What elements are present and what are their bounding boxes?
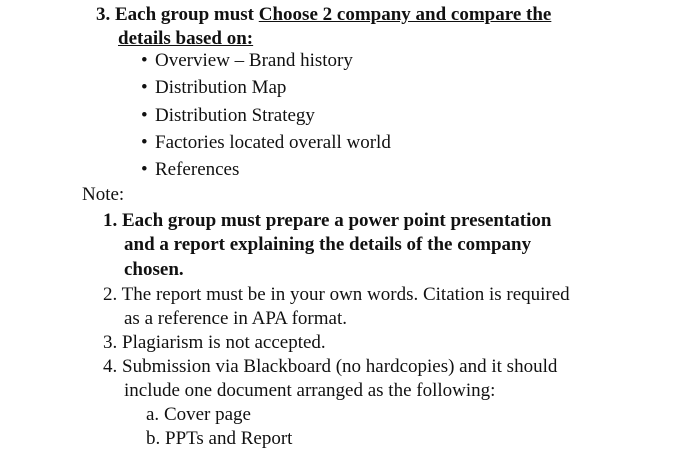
item3-number: 3. [96,4,111,25]
sub-item-text: Cover page [163,404,251,425]
bullet-glyph: • [141,132,148,153]
note-item-text: The report must be in your own words. Citation is required [121,284,570,305]
note-item-number: 3. [103,332,118,353]
bullet-text: References [155,159,240,180]
bullet-text: Factories located overall world [155,132,391,153]
item3-line2: details based on: [118,28,254,49]
item3-line1 [96,3,551,27]
note-item-text: Plagiarism is not accepted. [122,332,326,353]
bullet-text: Distribution Strategy [155,105,315,126]
bullet-item [141,76,286,100]
bullet-item [141,131,391,155]
bullet-text: Distribution Map [155,77,287,98]
bullet-item [141,158,239,182]
item3-underlined-1: Choose 2 company and compare the [258,4,552,25]
note-item-text: Submission via Blackboard (no hardcopies) and it should [122,356,558,377]
bullet-item [141,49,353,73]
item3-lead: Each group must [115,4,259,25]
sub-item-letter: b. [146,428,161,449]
note-item-3-line [103,331,326,355]
sub-item [146,403,251,427]
sub-item-letter: a. [146,404,160,425]
bullet-glyph: • [141,105,148,126]
sub-item [146,427,292,451]
note-item-number: 4. [103,356,118,377]
sub-item-text: PPTs and Report [165,428,293,449]
note-item-1-line [103,209,551,233]
bullet-glyph: • [141,77,148,98]
note-item-4-line [103,355,557,379]
bullet-glyph: • [141,50,148,71]
note-item-2-line: as a reference in APA format. [124,308,347,329]
note-label: Note: [82,184,125,205]
bullet-text: Overview – Brand history [155,50,353,71]
note-item-number: 1. [103,210,118,231]
note-item-1-line: chosen. [124,259,184,280]
note-item-2-line [103,283,570,307]
bullet-glyph: • [141,159,148,180]
note-item-text: Each group must prepare a power point presentation [122,210,552,231]
bullet-item [141,104,315,128]
note-item-4-line: include one document arranged as the following: [124,380,496,401]
note-item-1-line: and a report explaining the details of the company [124,234,532,255]
note-item-number: 2. [103,284,118,305]
